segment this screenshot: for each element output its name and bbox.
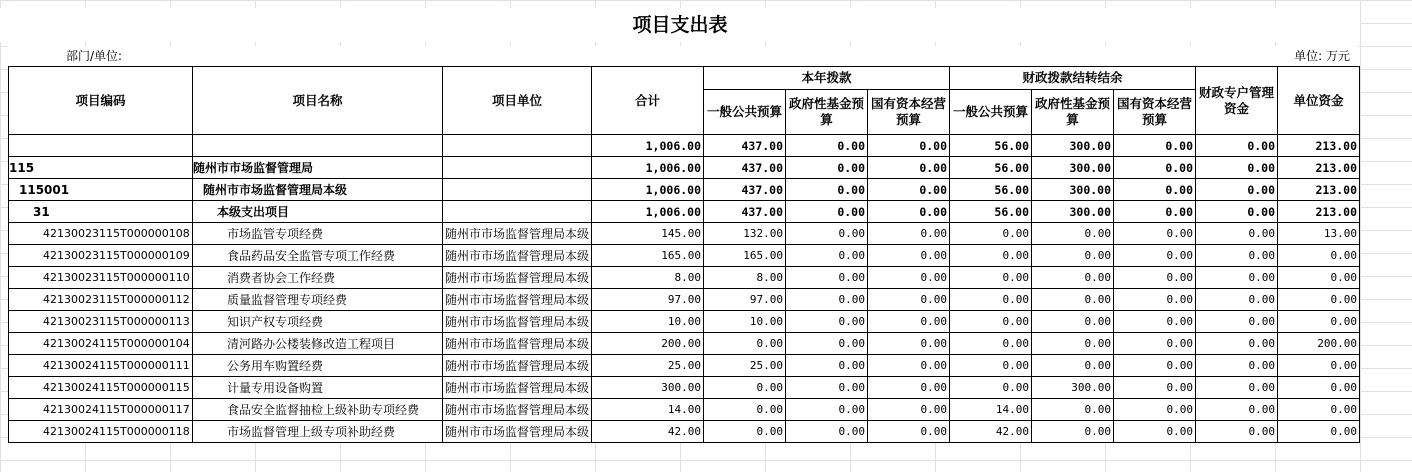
cell-state-capital-2: 0.00 xyxy=(1114,289,1196,311)
cell-name: 清河路办公楼装修改造工程项目 xyxy=(193,333,443,355)
cell-unit: 随州市市场监督管理局本级 xyxy=(443,355,592,377)
cell-general: 97.00 xyxy=(704,289,786,311)
cell-gov-fund: 0.00 xyxy=(786,333,868,355)
header-carryover: 财政拨款结转结余 xyxy=(950,67,1196,90)
cell-unit-fund: 0.00 xyxy=(1278,311,1360,333)
header-general: 一般公共预算 xyxy=(704,90,786,135)
cell-name: 知识产权专项经费 xyxy=(193,311,443,333)
cell-code: 42130023115T000000109 xyxy=(9,245,193,267)
table-row[interactable] xyxy=(9,157,1360,179)
cell-state-capital: 0.00 xyxy=(868,377,950,399)
header-this-year: 本年拨款 xyxy=(704,67,950,90)
cell-name: 食品安全监督抽检上级补助专项经费 xyxy=(193,399,443,421)
cell-state-capital: 0.00 xyxy=(868,179,950,201)
cell-code: 42130024115T000000104 xyxy=(9,333,193,355)
cell-general: 165.00 xyxy=(704,245,786,267)
cell-state-capital-2: 0.00 xyxy=(1114,355,1196,377)
cell-state-capital-2: 0.00 xyxy=(1114,267,1196,289)
cell-state-capital-2: 0.00 xyxy=(1114,201,1196,223)
cell-total: 1,006.00 xyxy=(592,157,704,179)
cell-special: 0.00 xyxy=(1196,289,1278,311)
header-total: 合计 xyxy=(592,67,704,135)
cell-gov-fund-2: 300.00 xyxy=(1032,135,1114,157)
cell-state-capital-2: 0.00 xyxy=(1114,223,1196,245)
cell-special: 0.00 xyxy=(1196,267,1278,289)
cell-general-2: 56.00 xyxy=(950,201,1032,223)
table-row[interactable] xyxy=(9,135,1360,157)
cell-gov-fund-2: 300.00 xyxy=(1032,179,1114,201)
cell-unit: 随州市市场监督管理局本级 xyxy=(443,399,592,421)
cell-unit-fund: 0.00 xyxy=(1278,421,1360,443)
cell-special: 0.00 xyxy=(1196,245,1278,267)
cell-unit-fund: 0.00 xyxy=(1278,245,1360,267)
cell-total: 165.00 xyxy=(592,245,704,267)
header-code: 项目编码 xyxy=(9,67,193,135)
cell-general: 0.00 xyxy=(704,377,786,399)
cell-state-capital: 0.00 xyxy=(868,421,950,443)
cell-general-2: 0.00 xyxy=(950,355,1032,377)
cell-total: 200.00 xyxy=(592,333,704,355)
cell-name: 市场监管专项经费 xyxy=(193,223,443,245)
cell-unit-fund: 13.00 xyxy=(1278,223,1360,245)
header-unit: 项目单位 xyxy=(443,67,592,135)
cell-state-capital-2: 0.00 xyxy=(1114,245,1196,267)
cell-total: 42.00 xyxy=(592,421,704,443)
header-state-capital: 国有资本经营预算 xyxy=(868,90,950,135)
header-gov-fund: 政府性基金预算 xyxy=(786,90,868,135)
cell-unit-fund: 0.00 xyxy=(1278,267,1360,289)
cell-unit-fund: 200.00 xyxy=(1278,333,1360,355)
cell-total: 1,006.00 xyxy=(592,179,704,201)
cell-gov-fund-2: 300.00 xyxy=(1032,157,1114,179)
cell-state-capital: 0.00 xyxy=(868,201,950,223)
cell-state-capital: 0.00 xyxy=(868,157,950,179)
cell-gov-fund: 0.00 xyxy=(786,223,868,245)
cell-general: 0.00 xyxy=(704,333,786,355)
cell-unit-fund: 213.00 xyxy=(1278,179,1360,201)
table-row[interactable] xyxy=(9,289,1360,311)
cell-name: 质量监督管理专项经费 xyxy=(193,289,443,311)
cell-state-capital: 0.00 xyxy=(868,245,950,267)
cell-gov-fund: 0.00 xyxy=(786,311,868,333)
cell-code: 31 xyxy=(9,201,193,223)
cell-general: 437.00 xyxy=(704,157,786,179)
expenditure-table xyxy=(8,66,1360,443)
cell-general: 132.00 xyxy=(704,223,786,245)
cell-gov-fund: 0.00 xyxy=(786,135,868,157)
cell-special: 0.00 xyxy=(1196,179,1278,201)
cell-state-capital-2: 0.00 xyxy=(1114,399,1196,421)
cell-gov-fund-2: 0.00 xyxy=(1032,311,1114,333)
cell-state-capital-2: 0.00 xyxy=(1114,421,1196,443)
table-row[interactable] xyxy=(9,223,1360,245)
cell-unit-fund: 213.00 xyxy=(1278,157,1360,179)
cell-unit-fund: 0.00 xyxy=(1278,355,1360,377)
cell-state-capital-2: 0.00 xyxy=(1114,333,1196,355)
cell-special: 0.00 xyxy=(1196,355,1278,377)
cell-total: 300.00 xyxy=(592,377,704,399)
cell-name: 食品药品安全监管专项工作经费 xyxy=(193,245,443,267)
cell-general-2: 56.00 xyxy=(950,179,1032,201)
table-row[interactable] xyxy=(9,311,1360,333)
cell-name xyxy=(193,135,443,157)
cell-unit: 随州市市场监督管理局本级 xyxy=(443,289,592,311)
cell-unit: 随州市市场监督管理局本级 xyxy=(443,421,592,443)
cell-general: 8.00 xyxy=(704,267,786,289)
cell-special: 0.00 xyxy=(1196,421,1278,443)
cell-unit: 随州市市场监督管理局本级 xyxy=(443,377,592,399)
header-special: 财政专户管理资金 xyxy=(1196,67,1278,135)
cell-total: 10.00 xyxy=(592,311,704,333)
cell-state-capital: 0.00 xyxy=(868,135,950,157)
cell-gov-fund-2: 0.00 xyxy=(1032,421,1114,443)
cell-total: 14.00 xyxy=(592,399,704,421)
cell-gov-fund-2: 0.00 xyxy=(1032,289,1114,311)
cell-code: 115001 xyxy=(9,179,193,201)
cell-special: 0.00 xyxy=(1196,399,1278,421)
cell-unit xyxy=(443,179,592,201)
cell-code: 42130023115T000000113 xyxy=(9,311,193,333)
cell-code: 42130023115T000000110 xyxy=(9,267,193,289)
cell-gov-fund: 0.00 xyxy=(786,201,868,223)
cell-total: 1,006.00 xyxy=(592,201,704,223)
cell-general-2: 0.00 xyxy=(950,333,1032,355)
cell-gov-fund: 0.00 xyxy=(786,399,868,421)
table-row[interactable] xyxy=(9,377,1360,399)
cell-general-2: 14.00 xyxy=(950,399,1032,421)
cell-general-2: 56.00 xyxy=(950,157,1032,179)
cell-code: 115 xyxy=(9,157,193,179)
header-general-2: 一般公共预算 xyxy=(950,90,1032,135)
cell-total: 8.00 xyxy=(592,267,704,289)
cell-unit: 随州市市场监督管理局本级 xyxy=(443,245,592,267)
cell-total: 25.00 xyxy=(592,355,704,377)
header-unit-fund: 单位资金 xyxy=(1278,67,1360,135)
cell-code: 42130024115T000000117 xyxy=(9,399,193,421)
table-row[interactable] xyxy=(9,267,1360,289)
cell-special: 0.00 xyxy=(1196,333,1278,355)
cell-unit: 随州市市场监督管理局本级 xyxy=(443,333,592,355)
cell-total: 1,006.00 xyxy=(592,135,704,157)
cell-special: 0.00 xyxy=(1196,377,1278,399)
cell-unit-fund: 213.00 xyxy=(1278,201,1360,223)
table-row[interactable] xyxy=(9,245,1360,267)
cell-gov-fund-2: 300.00 xyxy=(1032,201,1114,223)
cell-name: 本级支出项目 xyxy=(193,201,443,223)
cell-general-2: 42.00 xyxy=(950,421,1032,443)
table-row[interactable] xyxy=(9,201,1360,223)
cell-general-2: 0.00 xyxy=(950,245,1032,267)
header-name: 项目名称 xyxy=(193,67,443,135)
cell-state-capital: 0.00 xyxy=(868,289,950,311)
cell-unit xyxy=(443,157,592,179)
cell-general-2: 56.00 xyxy=(950,135,1032,157)
cell-unit: 随州市市场监督管理局本级 xyxy=(443,223,592,245)
cell-general: 0.00 xyxy=(704,399,786,421)
cell-unit-fund: 0.00 xyxy=(1278,399,1360,421)
cell-state-capital-2: 0.00 xyxy=(1114,311,1196,333)
cell-state-capital: 0.00 xyxy=(868,399,950,421)
cell-state-capital-2: 0.00 xyxy=(1114,179,1196,201)
cell-gov-fund-2: 0.00 xyxy=(1032,267,1114,289)
cell-gov-fund: 0.00 xyxy=(786,421,868,443)
cell-general: 0.00 xyxy=(704,421,786,443)
cell-unit: 随州市市场监督管理局本级 xyxy=(443,267,592,289)
cell-gov-fund: 0.00 xyxy=(786,289,868,311)
cell-code: 42130023115T000000108 xyxy=(9,223,193,245)
cell-special: 0.00 xyxy=(1196,311,1278,333)
table-row[interactable] xyxy=(9,333,1360,355)
cell-unit-fund: 0.00 xyxy=(1278,289,1360,311)
cell-unit-fund: 0.00 xyxy=(1278,377,1360,399)
cell-gov-fund-2: 0.00 xyxy=(1032,223,1114,245)
cell-state-capital-2: 0.00 xyxy=(1114,157,1196,179)
cell-general: 437.00 xyxy=(704,179,786,201)
cell-general: 437.00 xyxy=(704,201,786,223)
cell-special: 0.00 xyxy=(1196,223,1278,245)
cell-gov-fund: 0.00 xyxy=(786,355,868,377)
cell-general-2: 0.00 xyxy=(950,289,1032,311)
cell-name: 随州市市场监督管理局本级 xyxy=(193,179,443,201)
cell-special: 0.00 xyxy=(1196,201,1278,223)
cell-gov-fund: 0.00 xyxy=(786,377,868,399)
cell-gov-fund: 0.00 xyxy=(786,157,868,179)
cell-total: 145.00 xyxy=(592,223,704,245)
cell-code: 42130023115T000000112 xyxy=(9,289,193,311)
cell-code: 42130024115T000000115 xyxy=(9,377,193,399)
cell-unit-fund: 213.00 xyxy=(1278,135,1360,157)
cell-state-capital: 0.00 xyxy=(868,223,950,245)
cell-state-capital: 0.00 xyxy=(868,333,950,355)
cell-name: 计量专用设备购置 xyxy=(193,377,443,399)
cell-total: 97.00 xyxy=(592,289,704,311)
cell-general: 437.00 xyxy=(704,135,786,157)
cell-unit xyxy=(443,135,592,157)
cell-gov-fund: 0.00 xyxy=(786,267,868,289)
cell-name: 随州市市场监督管理局 xyxy=(193,157,443,179)
cell-state-capital: 0.00 xyxy=(868,267,950,289)
cell-general-2: 0.00 xyxy=(950,311,1032,333)
cell-gov-fund-2: 300.00 xyxy=(1032,377,1114,399)
cell-gov-fund: 0.00 xyxy=(786,245,868,267)
cell-general: 25.00 xyxy=(704,355,786,377)
cell-state-capital: 0.00 xyxy=(868,355,950,377)
cell-state-capital-2: 0.00 xyxy=(1114,377,1196,399)
cell-code xyxy=(9,135,193,157)
cell-gov-fund-2: 0.00 xyxy=(1032,333,1114,355)
cell-general: 10.00 xyxy=(704,311,786,333)
header-gov-fund-2: 政府性基金预算 xyxy=(1032,90,1114,135)
cell-gov-fund: 0.00 xyxy=(786,179,868,201)
table-row[interactable] xyxy=(9,355,1360,377)
cell-name: 消费者协会工作经费 xyxy=(193,267,443,289)
cell-special: 0.00 xyxy=(1196,135,1278,157)
cell-name: 市场监督管理上级专项补助经费 xyxy=(193,421,443,443)
cell-unit xyxy=(443,201,592,223)
cell-name: 公务用车购置经费 xyxy=(193,355,443,377)
table-row[interactable] xyxy=(9,421,1360,443)
dept-label: 部门/单位: xyxy=(66,49,123,63)
cell-special: 0.00 xyxy=(1196,157,1278,179)
cell-code: 42130024115T000000118 xyxy=(9,421,193,443)
table-row[interactable] xyxy=(9,399,1360,421)
page-title: 项目支出表 xyxy=(0,8,1360,42)
cell-state-capital-2: 0.00 xyxy=(1114,135,1196,157)
cell-general-2: 0.00 xyxy=(950,223,1032,245)
header-state-capital-2: 国有资本经营预算 xyxy=(1114,90,1196,135)
cell-gov-fund-2: 0.00 xyxy=(1032,355,1114,377)
table-row[interactable] xyxy=(9,179,1360,201)
cell-unit: 随州市市场监督管理局本级 xyxy=(443,311,592,333)
cell-general-2: 0.00 xyxy=(950,267,1032,289)
info-row xyxy=(8,46,1358,66)
unit-label: 单位: 万元 xyxy=(1294,49,1350,63)
cell-code: 42130024115T000000111 xyxy=(9,355,193,377)
cell-state-capital: 0.00 xyxy=(868,311,950,333)
cell-general-2: 0.00 xyxy=(950,377,1032,399)
cell-gov-fund-2: 0.00 xyxy=(1032,245,1114,267)
cell-gov-fund-2: 0.00 xyxy=(1032,399,1114,421)
